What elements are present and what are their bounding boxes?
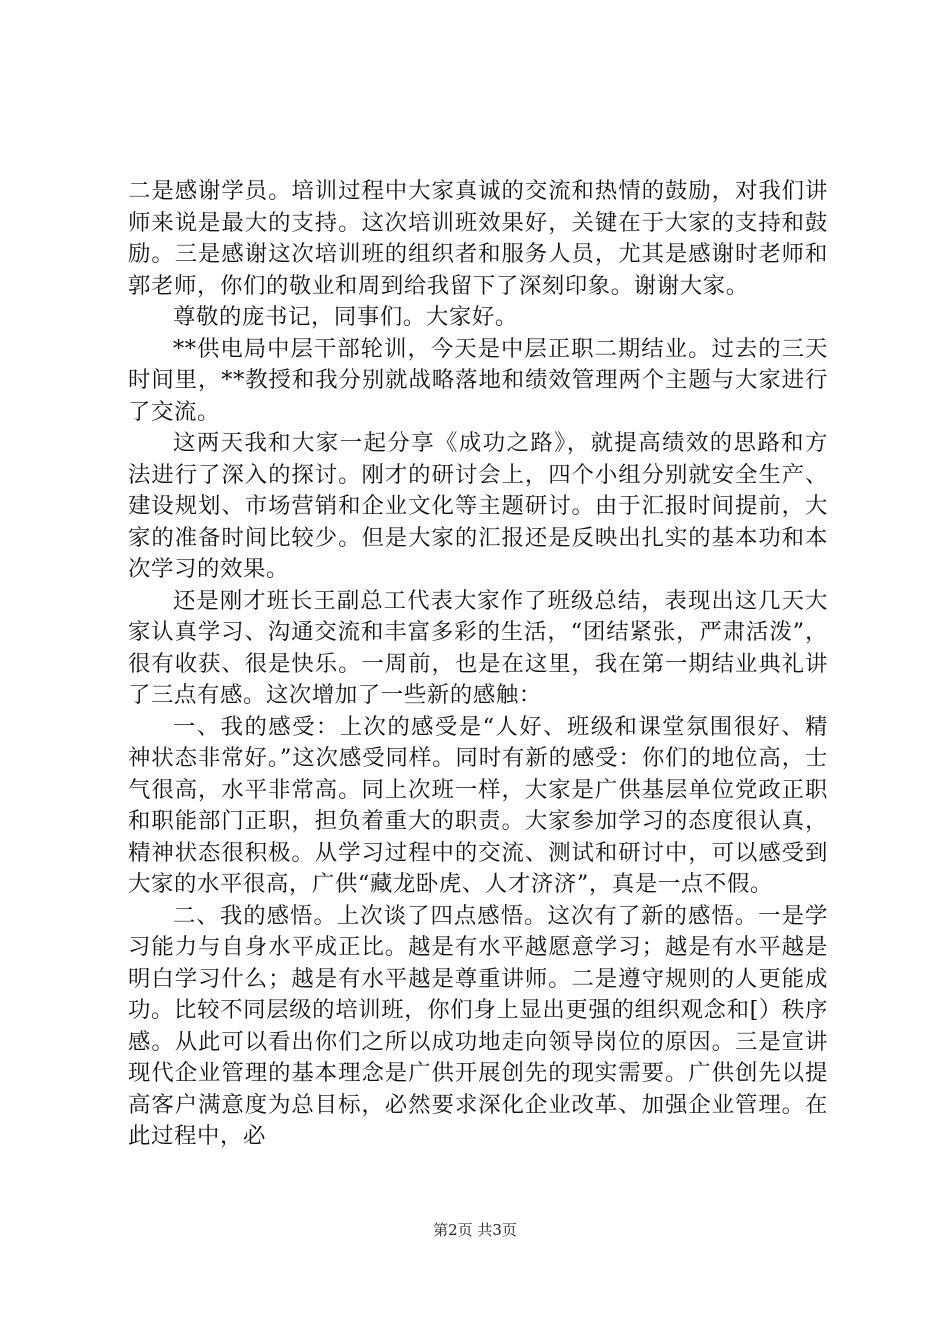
- paragraph-sharing: 这两天我和大家一起分享《成功之路》，就提高绩效的思路和方法进行了深入的探讨。刚才的研讨会上，四个小组分别就安全生产、建设规划、市场营销和企业文化等主题研讨。由于汇报时间提前，大家的准备时间比较少。但是大家的汇报还是反映出扎实的基本功和本次学习的效果。: [128, 430, 828, 582]
- paragraph-thanks-students: 二是感谢学员。培训过程中大家真诚的交流和热情的鼓励，对我们讲师来说是最大的支持。这次培训班效果好，关键在于大家的支持和鼓励。三是感谢这次培训班的组织者和服务人员，尤其是感谢时老师和郭老师，你们的敬业和周到给我留下了深刻印象。谢谢大家。: [128, 178, 828, 299]
- paragraph-class-summary: 还是刚才班长王副总工代表大家作了班级总结，表现出这几天大家认真学习、沟通交流和丰富多彩的生活，“团结紧张，严肃活泼”，很有收获、很是快乐。一周前，也是在这里，我在第一期结业典礼讲了三点有感。这次增加了一些新的感触：: [128, 587, 828, 708]
- paragraph-greeting: 尊敬的庞书记，同事们。大家好。: [173, 304, 518, 330]
- paragraph-feelings: 一、我的感受：上次的感受是“人好、班级和课堂氛围很好、精神状态非常好。”这次感受同样。同时有新的感受：你们的地位高，士气很高，水平非常高。同上次班一样，大家是广供基层单位党政正职和职能部门正职，担负着重大的职责。大家参加学习的态度很认真，精神状态很积极。从学习过程中的交流、测试和研讨中，可以感受到大家的水平很高，广供“藏龙卧虎、人才济济”，真是一点不假。: [128, 713, 828, 897]
- paragraph-insights: 二、我的感悟。上次谈了四点感悟。这次有了新的感悟。一是学习能力与自身水平成正比。越是有水平越愿意学习；越是有水平越是明白学习什么；越是有水平越是尊重讲师。二是遵守规则的人更能成功。比较不同层级的培训班，你们身上显出更强的组织观念和[）秩序感。从此可以看出你们之所以成功地走向领导岗位的原因。三是宣讲现代企业管理的基本理念是广供开展创先的现实需要。广供创先以提高客户满意度为总目标，必然要求深化企业改革、加强企业管理。在此过程中，必: [128, 902, 828, 1149]
- page-number-footer: 第2页 共3页: [433, 1221, 517, 1239]
- paragraph-intro: **供电局中层干部轮训，今天是中层正职二期结业。过去的三天时间里，**教授和我分别就战略落地和绩效管理两个主题与大家进行了交流。: [128, 335, 828, 425]
- body-text: [128, 176, 828, 1153]
